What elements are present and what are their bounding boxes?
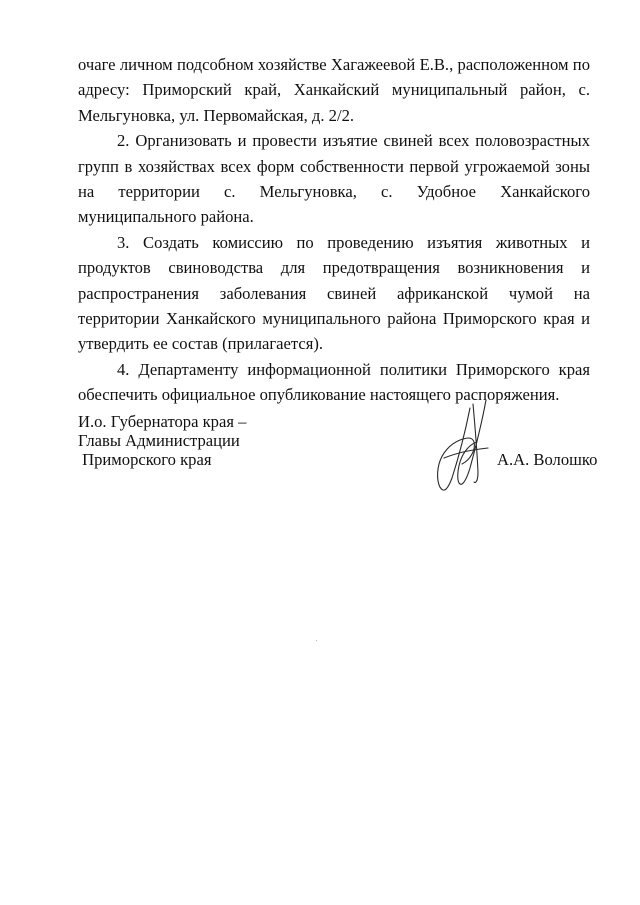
- signatory-title-line-3: Приморского края: [78, 450, 212, 469]
- signer-name: А.А. Волошко: [497, 450, 598, 469]
- document-body: [78, 52, 590, 408]
- paragraph-item-4: 4. Департаменту информационной политики Приморского края обеспечить официальное опубликование настоящего распоряжения.: [78, 359, 590, 405]
- scan-speck: [316, 640, 317, 641]
- paragraph-continuation: очаге личном подсобном хозяйстве Хагажеевой Е.В., расположенном по адресу: Приморский край, Ханкайский муниципальный район, с. Мельгуновка, ул. Первомайская, д. 2/2.: [78, 55, 590, 125]
- paragraph-item-3: 3. Создать комиссию по проведению изъятия животных и продуктов свиноводства для предотвращения возникновения и распространения заболевания свиней африканской чумой на территории Ханкайского муниципального района Приморского края и утвердить ее состав (прилагается).: [78, 232, 590, 354]
- signatory-title-line-1: И.о. Губернатора края –: [78, 412, 247, 431]
- handwritten-signature-icon: [430, 398, 500, 496]
- paragraph-item-2: 2. Организовать и провести изъятие свиней всех половозрастных групп в хозяйствах всех форм собственности первой угрожаемой зоны на территории с. Мельгуновка, с. Удобное Ханкайского муниципального района.: [78, 131, 590, 227]
- signatory-title-line-2: Главы Администрации: [78, 431, 240, 450]
- signatory-title: [78, 412, 246, 469]
